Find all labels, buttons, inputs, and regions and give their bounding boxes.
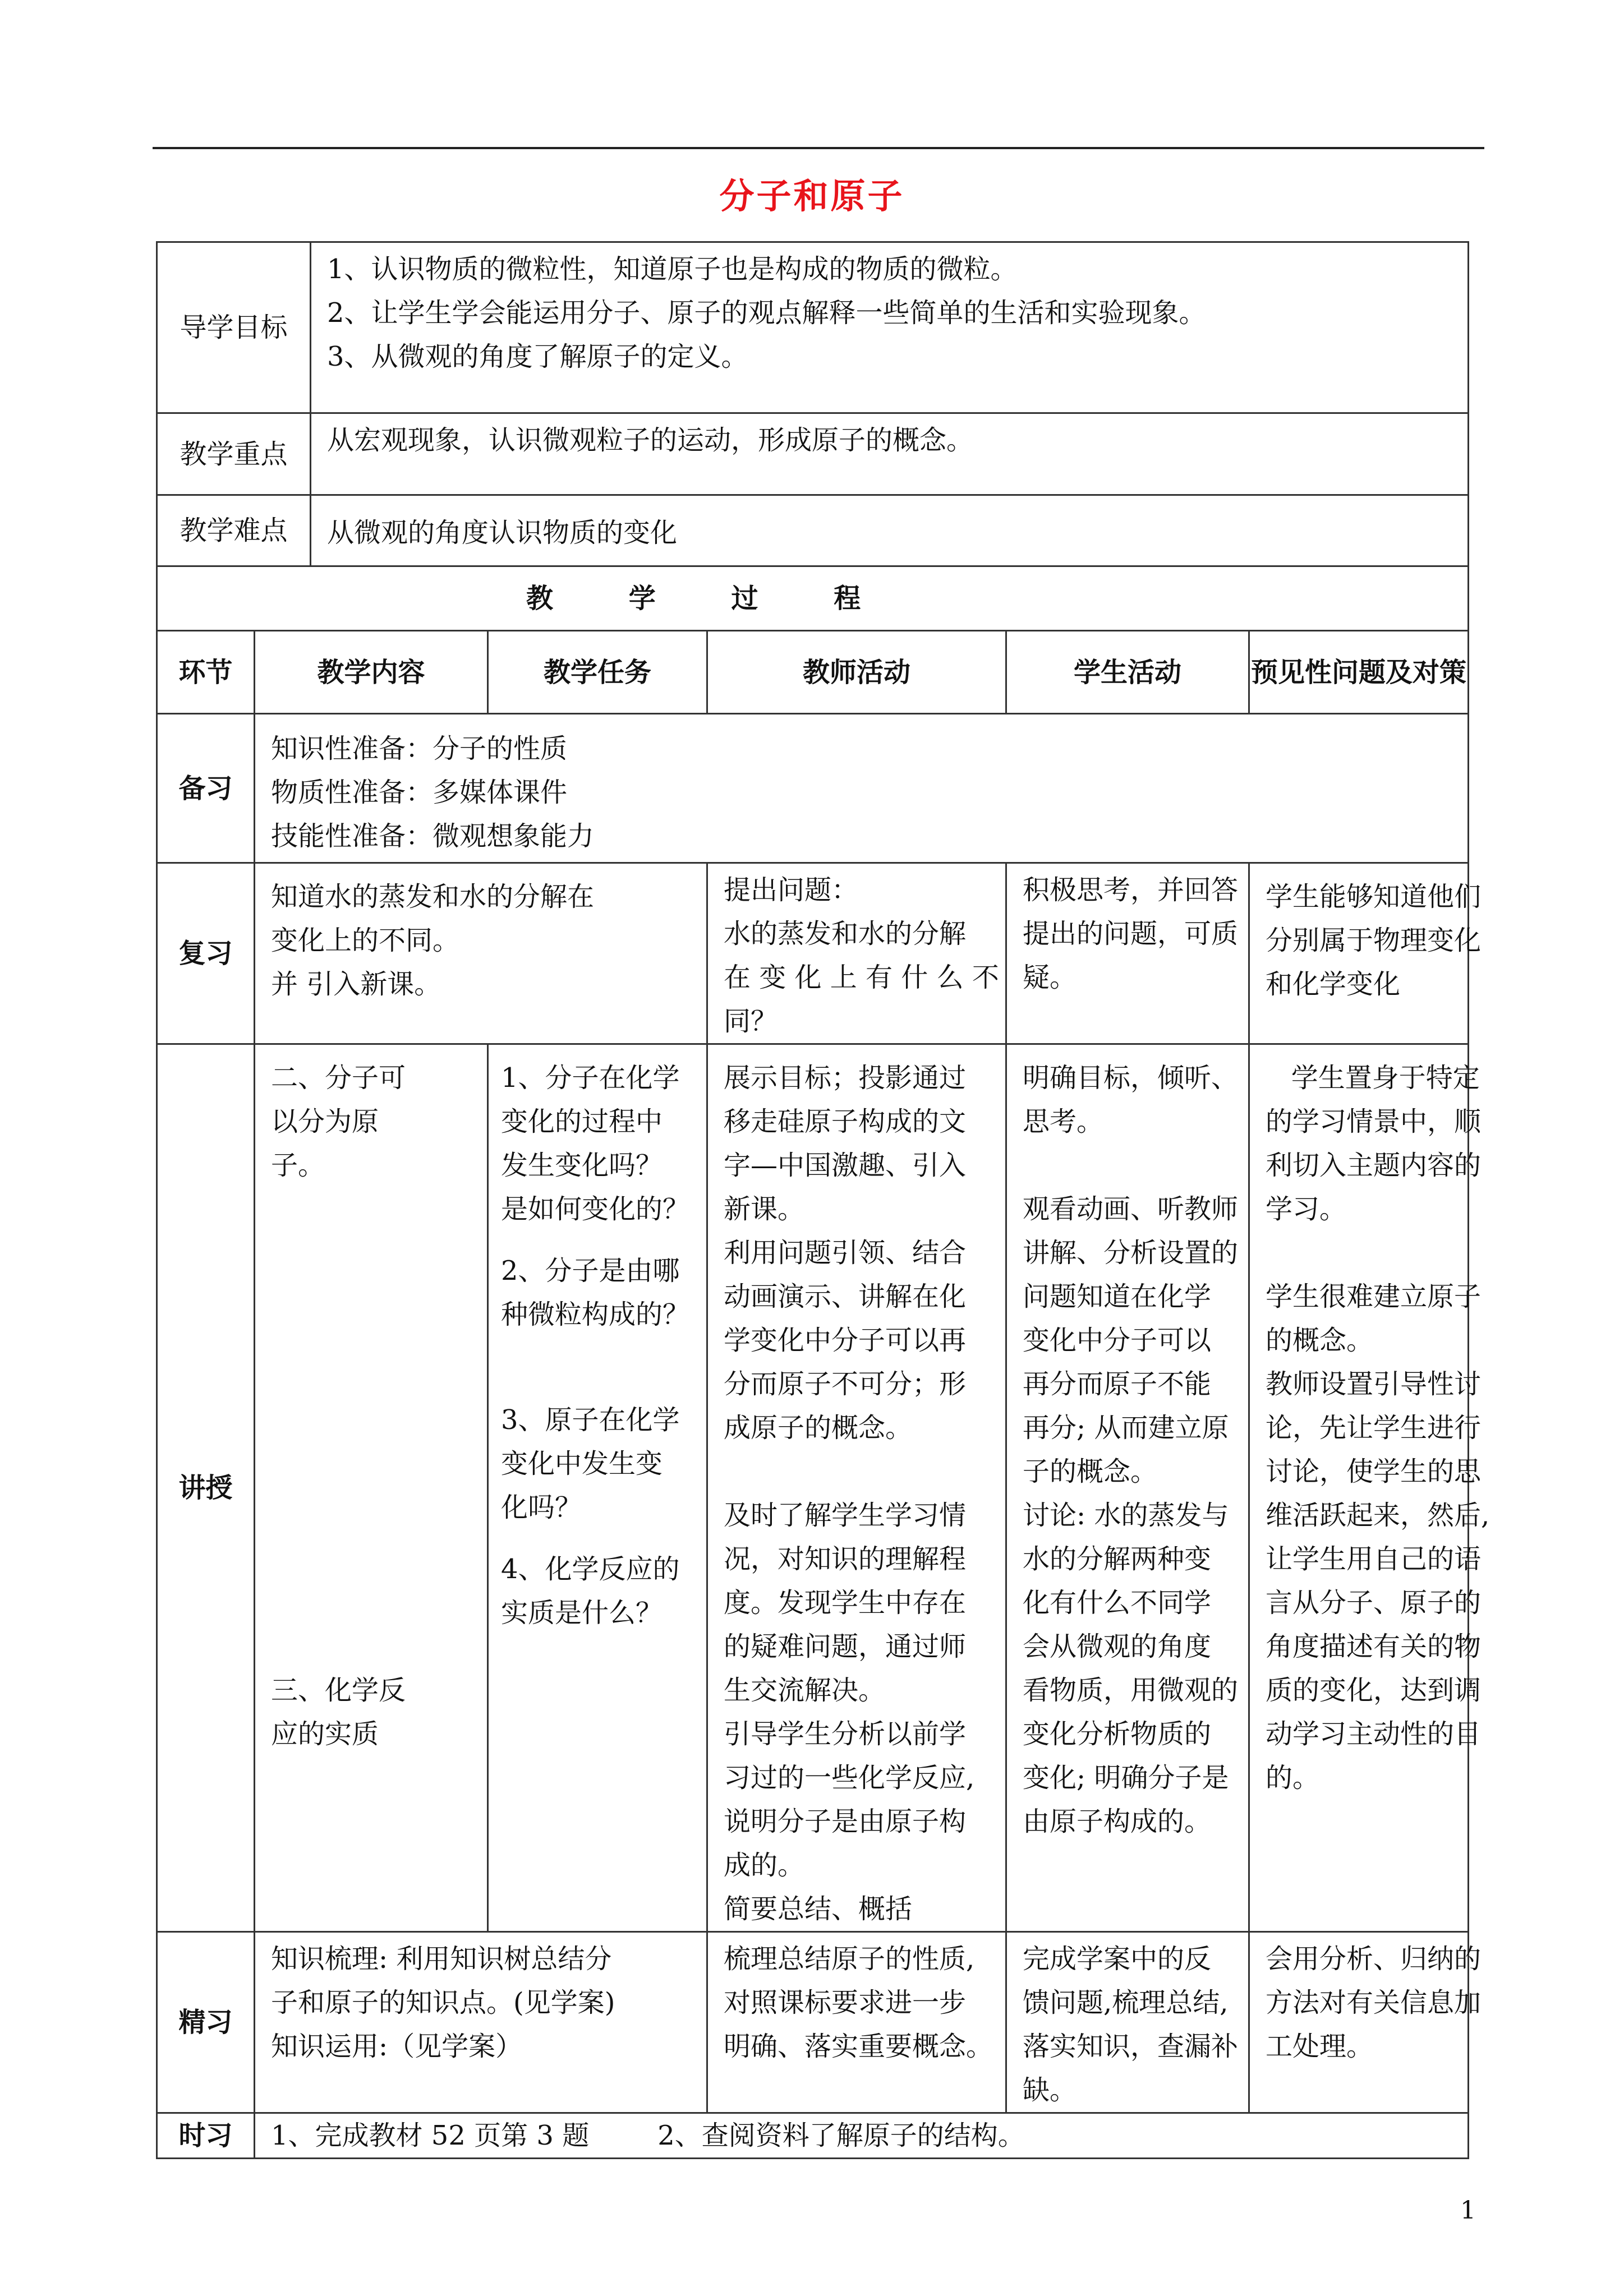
lecture-teacher: 展示目标；投影通过 移走硅原子构成的文 字—中国激趣、引入 新课。 利用问题引领、结合 动画演示、讲解在化 学变化中分子可以再 分而原子不可分；形 成原子的概念。 及时了解学生学习情 况，对知识的理解程 度。发现学生中存在 的疑难问题，通过师 生交流解决。 引导学生分析以前学 习过的一些化学反应, 说明分子是由原子构 成的。 简要总结、概括 bbox=[707, 1044, 1006, 1932]
goal-item: 3、从微观的角度了解原子的定义。 bbox=[327, 341, 748, 372]
process-title-row bbox=[157, 566, 1469, 631]
prep-content: 知识性准备：分子的性质 物质性准备：多媒体课件 技能性准备：微观想象能力 bbox=[255, 714, 1469, 863]
practice-student: 完成学案中的反 馈问题,梳理总结, 落实知识，查漏补 缺。 bbox=[1006, 1932, 1249, 2113]
difficulty-row bbox=[157, 495, 1469, 566]
prep-label: 备习 bbox=[157, 714, 255, 863]
practice-content: 知识梳理: 利用知识树总结分 子和原子的知识点。(见学案) 知识运用:（见学案） bbox=[255, 1932, 707, 2113]
column-header: 教学内容 bbox=[255, 631, 488, 714]
goals-row bbox=[157, 242, 1469, 413]
lesson-plan-table bbox=[156, 241, 1490, 2159]
process-title: 教 学 过 程 bbox=[157, 566, 1469, 631]
page-number: 1 bbox=[1460, 2196, 1476, 2225]
lecture-row bbox=[157, 1044, 1469, 1932]
page-title: 分子和原子 bbox=[719, 176, 905, 216]
column-header-row bbox=[157, 631, 1469, 714]
lecture-content: 二、分子可 以分为原 子。 三、化学反 应的实质 bbox=[255, 1044, 488, 1932]
prep-row bbox=[157, 714, 1469, 863]
practice-teacher: 梳理总结原子的性质, 对照课标要求进一步 明确、落实重要概念。 bbox=[707, 1932, 1006, 2113]
review-teacher: 提出问题： 水的蒸发和水的分解 在 变 化 上 有 什 么 不 同？ bbox=[707, 863, 1006, 1044]
homework-text: 1、完成教材 52 页第 3 题 2、查阅资料了解原子的结构。 bbox=[255, 2113, 1469, 2159]
column-header: 教学任务 bbox=[488, 631, 707, 714]
header-rule bbox=[153, 147, 1484, 149]
focus-text: 从宏观现象，认识微观粒子的运动，形成原子的概念。 bbox=[311, 413, 1469, 495]
difficulty-text: 从微观的角度认识物质的变化 bbox=[311, 495, 1469, 566]
goal-item: 2、让学生学会能运用分子、原子的观点解释一些简单的生活和实验现象。 bbox=[327, 297, 1206, 329]
review-student: 积极思考，并回答 提出的问题，可质 疑。 bbox=[1006, 863, 1249, 1044]
column-header: 预见性问题及对策 bbox=[1249, 631, 1469, 714]
column-header: 学生活动 bbox=[1006, 631, 1249, 714]
goals-label: 导学目标 bbox=[157, 242, 311, 413]
practice-strategy: 会用分析、归纳的 方法对有关信息加 工处理。 bbox=[1249, 1932, 1469, 2113]
lecture-strategy: 学生置身于特定 的学习情景中，顺 利切入主题内容的 学习。 学生很难建立原子 的概念。 教师设置引导性讨 论，先让学生进行 讨论，使学生的思 维活跃起来，然后, 让学生用自己的语 言从分子、原子的 角度描述有关的物 质的变化，达到调 动学习主动性的目 的。 bbox=[1249, 1044, 1469, 1932]
goal-item: 1、认识物质的微粒性，知道原子也是构成的物质的微粒。 bbox=[327, 253, 1018, 285]
focus-row bbox=[157, 413, 1469, 495]
review-strategy: 学生能够知道他们 分别属于物理变化 和化学变化 bbox=[1249, 863, 1469, 1044]
review-content: 知道水的蒸发和水的分解在 变化上的不同。 并 引入新课。 bbox=[255, 863, 707, 1044]
homework-label: 时习 bbox=[157, 2113, 255, 2159]
column-header: 教师活动 bbox=[707, 631, 1006, 714]
lecture-student: 明确目标，倾听、 思考。 观看动画、听教师 讲解、分析设置的 问题知道在化学 变化中分子可以 再分而原子不能 再分; 从而建立原 子的概念。 讨论: 水的蒸发与 水的分解两种变 化有什么不同学 会从微观的角度 看物质，用微观的 变化分析物质的 变化; 明确分子是 由原子构成的。 bbox=[1006, 1044, 1249, 1932]
practice-row bbox=[157, 1932, 1469, 2113]
practice-label: 精习 bbox=[157, 1932, 255, 2113]
review-row bbox=[157, 863, 1469, 1044]
review-label: 复习 bbox=[157, 863, 255, 1044]
column-header: 环节 bbox=[157, 631, 255, 714]
focus-label: 教学重点 bbox=[157, 413, 311, 495]
lecture-tasks: 1、分子在化学 变化的过程中 发生变化吗？ 是如何变化的？ 2、分子是由哪 种微粒构成的？ 3、原子在化学 变化中发生变 化吗？ 4、化学反应的 实质是什么？ bbox=[488, 1044, 707, 1932]
difficulty-label: 教学难点 bbox=[157, 495, 311, 566]
lecture-label: 讲授 bbox=[157, 1044, 255, 1932]
goals-content bbox=[311, 242, 1469, 413]
homework-row bbox=[157, 2113, 1469, 2159]
